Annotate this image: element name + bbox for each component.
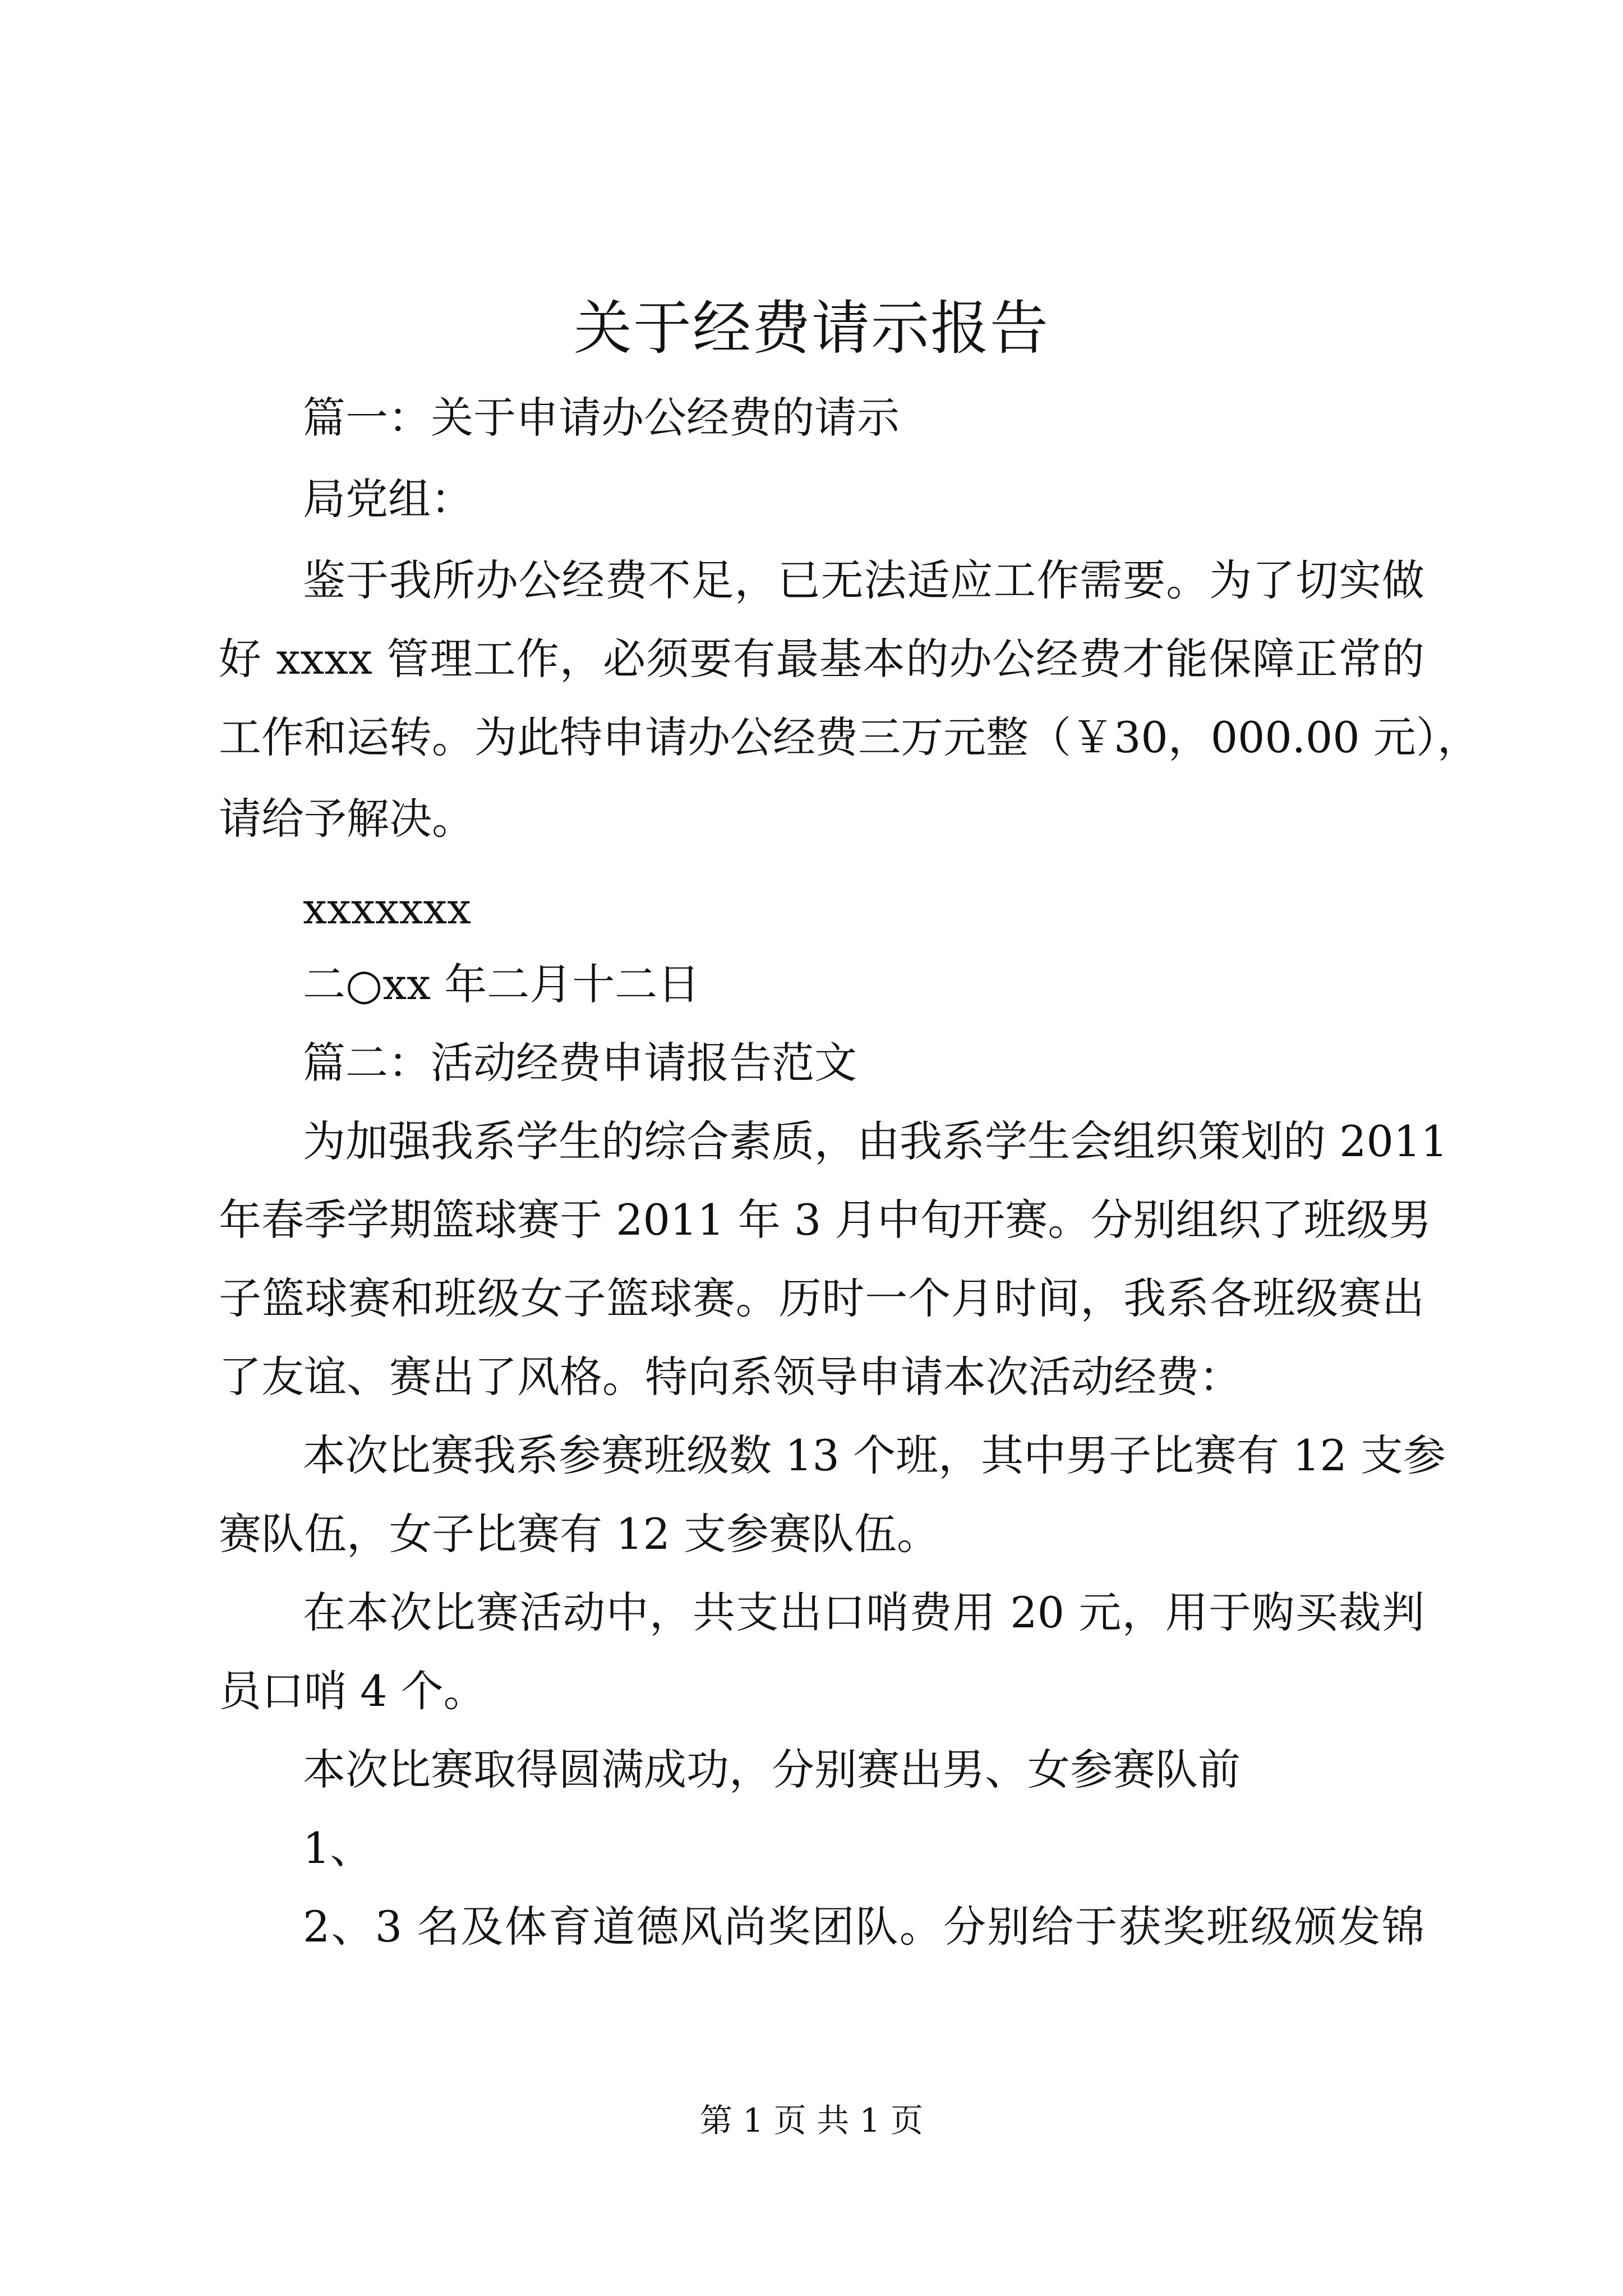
body-paragraph-line: 好 xxxx 管理工作，必须要有最基本的办公经费才能保障正常的 bbox=[219, 634, 1424, 684]
body-paragraph-line: 年春季学期篮球赛于 2011 年 3 月中旬开赛。分别组织了班级男 bbox=[219, 1195, 1432, 1245]
body-paragraph-line: 了友谊、赛出了风格。特向系领导申请本次活动经费： bbox=[219, 1352, 1242, 1402]
document-title: 关于经费请示报告 bbox=[573, 294, 1049, 362]
body-paragraph-line: 赛队伍，女子比赛有 12 支参赛队伍。 bbox=[219, 1509, 940, 1559]
body-paragraph-line: 子篮球赛和班级女子篮球赛。历时一个月时间，我系各班级赛出 bbox=[219, 1273, 1424, 1323]
signature-date: 二○xx 年二月十二日 bbox=[303, 959, 700, 1009]
body-paragraph-line: 请给予解决。 bbox=[219, 794, 474, 844]
body-paragraph-line: 本次比赛取得圆满成功，分别赛出男、女参赛队前 bbox=[303, 1745, 1241, 1795]
salutation: 局党组： bbox=[303, 474, 473, 524]
body-paragraph-line: 为加强我系学生的综合素质，由我系学生会组织策划的 2011 bbox=[303, 1116, 1448, 1166]
page-footer: 第 1 页 共 1 页 bbox=[700, 2101, 923, 2139]
body-paragraph-line: 本次比赛我系参赛班级数 13 个班，其中男子比赛有 12 支参 bbox=[303, 1430, 1446, 1480]
body-paragraph-line: 在本次比赛活动中，共支出口哨费用 20 元，用于购买裁判 bbox=[303, 1588, 1424, 1637]
body-paragraph-line: 工作和运转。为此特申请办公经费三万元整（￥30，000.00 元）， bbox=[219, 712, 1480, 762]
list-item: 1、 bbox=[303, 1823, 373, 1873]
section-heading-2: 篇二：活动经费申请报告范文 bbox=[303, 1038, 857, 1088]
signature-org: xxxxxxx bbox=[303, 884, 472, 933]
section-heading-1: 篇一：关于申请办公经费的请示 bbox=[303, 393, 900, 443]
list-item: 2、3 名及体育道德风尚奖团队。分别给于获奖班级颁发锦 bbox=[303, 1902, 1424, 1952]
body-paragraph-line: 鉴于我所办公经费不足，已无法适应工作需要。为了切实做 bbox=[303, 555, 1424, 605]
body-paragraph-line: 员口哨 4 个。 bbox=[219, 1666, 486, 1716]
